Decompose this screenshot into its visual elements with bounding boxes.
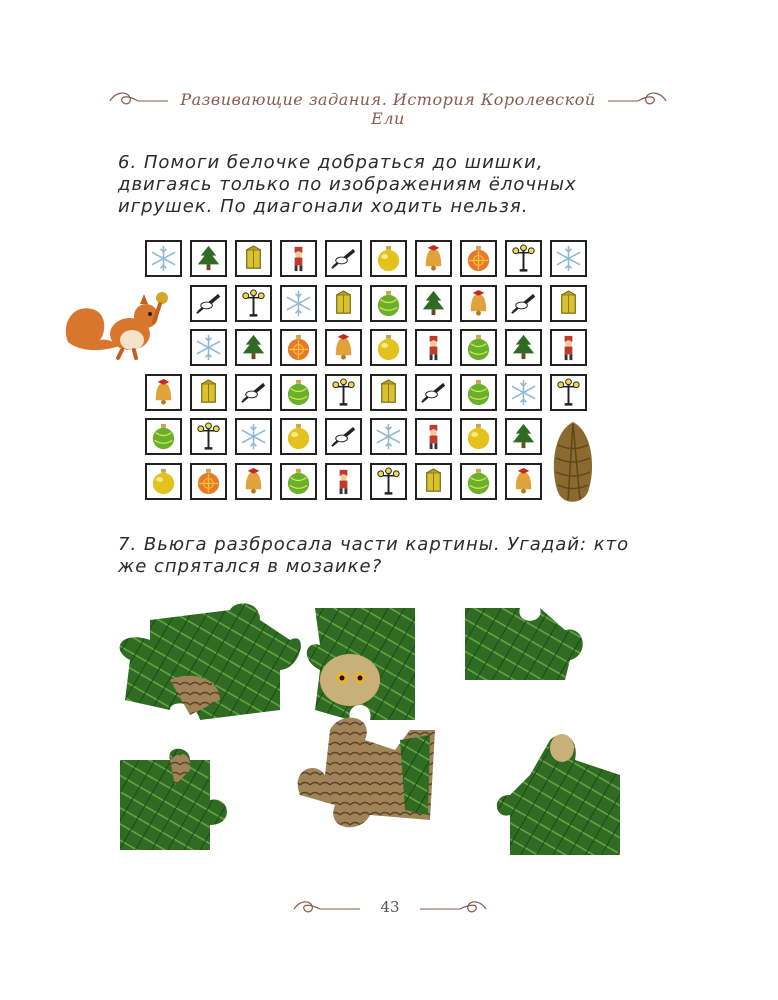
tree-icon: [508, 421, 539, 452]
grid-cell-1-4[interactable]: [325, 285, 362, 322]
grid-cell-2-9[interactable]: [550, 329, 587, 366]
grid-cell-4-3[interactable]: [280, 418, 317, 455]
magpie-icon: [328, 421, 359, 452]
snowflake-icon: [508, 377, 539, 408]
orange-ball-icon: [463, 243, 494, 274]
grid-cell-5-7[interactable]: [460, 463, 497, 500]
grid-cell-2-6[interactable]: [415, 329, 452, 366]
tree-icon: [508, 332, 539, 363]
grid-cell-0-0[interactable]: [145, 240, 182, 277]
snowflake-icon: [373, 421, 404, 452]
grid-cell-4-8[interactable]: [505, 418, 542, 455]
grid-cell-3-6[interactable]: [415, 374, 452, 411]
bell-icon: [328, 332, 359, 363]
puzzle-piece-1[interactable]: [120, 603, 301, 720]
grid-cell-1-7[interactable]: [460, 285, 497, 322]
grid-cell-3-0[interactable]: [145, 374, 182, 411]
grid-cell-3-5[interactable]: [370, 374, 407, 411]
grid-cell-1-3[interactable]: [280, 285, 317, 322]
snowflake-icon: [283, 288, 314, 319]
grid-cell-1-2[interactable]: [235, 285, 272, 322]
nutcracker-icon: [328, 466, 359, 497]
grid-cell-2-7[interactable]: [460, 329, 497, 366]
magpie-icon: [238, 377, 269, 408]
grid-cell-3-8[interactable]: [505, 374, 542, 411]
grid-cell-4-5[interactable]: [370, 418, 407, 455]
grid-cell-4-4[interactable]: [325, 418, 362, 455]
green-ball-icon: [463, 466, 494, 497]
grid-cell-2-3[interactable]: [280, 329, 317, 366]
grid-cell-0-4[interactable]: [325, 240, 362, 277]
magpie-icon: [193, 288, 224, 319]
grid-cell-5-0[interactable]: [145, 463, 182, 500]
grid-cell-3-9[interactable]: [550, 374, 587, 411]
puzzle-piece-5[interactable]: [298, 718, 435, 828]
orange-ball-icon: [193, 466, 224, 497]
tree-icon: [193, 243, 224, 274]
grid-cell-5-8[interactable]: [505, 463, 542, 500]
bell-icon: [418, 243, 449, 274]
grid-cell-2-4[interactable]: [325, 329, 362, 366]
lantern-icon: [553, 288, 584, 319]
grid-cell-1-9[interactable]: [550, 285, 587, 322]
grid-cell-3-2[interactable]: [235, 374, 272, 411]
bell-icon: [148, 377, 179, 408]
grid-cell-3-4[interactable]: [325, 374, 362, 411]
page-header: [108, 86, 668, 128]
grid-cell-1-8[interactable]: [505, 285, 542, 322]
lantern-icon: [238, 243, 269, 274]
puzzle-piece-4[interactable]: [120, 749, 227, 850]
grid-cell-0-5[interactable]: [370, 240, 407, 277]
snowflake-icon: [148, 243, 179, 274]
streetlamp-icon: [553, 377, 584, 408]
lantern-icon: [193, 377, 224, 408]
tree-icon: [418, 288, 449, 319]
grid-cell-5-6[interactable]: [415, 463, 452, 500]
yellow-ball-icon: [148, 466, 179, 497]
grid-cell-4-6[interactable]: [415, 418, 452, 455]
green-ball-icon: [283, 377, 314, 408]
green-ball-icon: [463, 332, 494, 363]
page-footer: [290, 896, 490, 922]
snowflake-icon: [238, 421, 269, 452]
pine-cone-icon: [548, 420, 598, 510]
grid-cell-0-2[interactable]: [235, 240, 272, 277]
grid-cell-1-5[interactable]: [370, 285, 407, 322]
lantern-icon: [418, 466, 449, 497]
bell-icon: [463, 288, 494, 319]
grid-cell-5-3[interactable]: [280, 463, 317, 500]
snowflake-icon: [553, 243, 584, 274]
grid-cell-5-2[interactable]: [235, 463, 272, 500]
grid-cell-2-2[interactable]: [235, 329, 272, 366]
nutcracker-icon: [418, 421, 449, 452]
grid-cell-1-6[interactable]: [415, 285, 452, 322]
yellow-ball-icon: [463, 421, 494, 452]
grid-cell-5-5[interactable]: [370, 463, 407, 500]
grid-cell-0-1[interactable]: [190, 240, 227, 277]
puzzle-pieces: [110, 600, 630, 860]
streetlamp-icon: [193, 421, 224, 452]
toy-grid: [145, 240, 595, 502]
puzzle-piece-3[interactable]: [465, 608, 583, 680]
magpie-icon: [328, 243, 359, 274]
orange-ball-icon: [283, 332, 314, 363]
magpie-icon: [418, 377, 449, 408]
task-6-text: 6. Помоги белочке добраться до шишки, двигаясь только по изображениям ёлочных игрушек. По диагонали ходить нельзя.: [118, 152, 577, 217]
streetlamp-icon: [508, 243, 539, 274]
grid-cell-2-1[interactable]: [190, 329, 227, 366]
grid-cell-4-1[interactable]: [190, 418, 227, 455]
magpie-icon: [508, 288, 539, 319]
header-title: Развивающие задания. История Королевской Ели: [168, 90, 608, 128]
grid-cell-2-8[interactable]: [505, 329, 542, 366]
grid-cell-0-9[interactable]: [550, 240, 587, 277]
yellow-ball-icon: [373, 332, 404, 363]
grid-cell-3-1[interactable]: [190, 374, 227, 411]
grid-cell-0-3[interactable]: [280, 240, 317, 277]
green-ball-icon: [373, 288, 404, 319]
green-ball-icon: [148, 421, 179, 452]
grid-cell-0-7[interactable]: [460, 240, 497, 277]
nutcracker-icon: [283, 243, 314, 274]
tree-icon: [238, 332, 269, 363]
bell-icon: [238, 466, 269, 497]
page-number: 43: [380, 898, 400, 916]
grid-cell-4-2[interactable]: [235, 418, 272, 455]
grid-cell-5-1[interactable]: [190, 463, 227, 500]
grid-cell-4-0[interactable]: [145, 418, 182, 455]
grid-cell-0-8[interactable]: [505, 240, 542, 277]
streetlamp-icon: [238, 288, 269, 319]
snowflake-icon: [193, 332, 224, 363]
puzzle-piece-6[interactable]: [497, 734, 620, 855]
lantern-icon: [328, 288, 359, 319]
puzzle-piece-2[interactable]: [307, 608, 415, 720]
streetlamp-icon: [328, 377, 359, 408]
streetlamp-icon: [373, 466, 404, 497]
grid-cell-5-4[interactable]: [325, 463, 362, 500]
grid-cell-4-7[interactable]: [460, 418, 497, 455]
yellow-ball-icon: [373, 243, 404, 274]
bell-icon: [508, 466, 539, 497]
nutcracker-icon: [418, 332, 449, 363]
yellow-ball-icon: [283, 421, 314, 452]
grid-cell-1-1[interactable]: [190, 285, 227, 322]
grid-cell-2-5[interactable]: [370, 329, 407, 366]
nutcracker-icon: [553, 332, 584, 363]
grid-cell-3-3[interactable]: [280, 374, 317, 411]
lantern-icon: [373, 377, 404, 408]
green-ball-icon: [463, 377, 494, 408]
grid-cell-0-6[interactable]: [415, 240, 452, 277]
task-7-text: 7. Вьюга разбросала части картины. Угадай: кто же спрятался в мозаике?: [118, 534, 630, 577]
grid-cell-3-7[interactable]: [460, 374, 497, 411]
green-ball-icon: [283, 466, 314, 497]
